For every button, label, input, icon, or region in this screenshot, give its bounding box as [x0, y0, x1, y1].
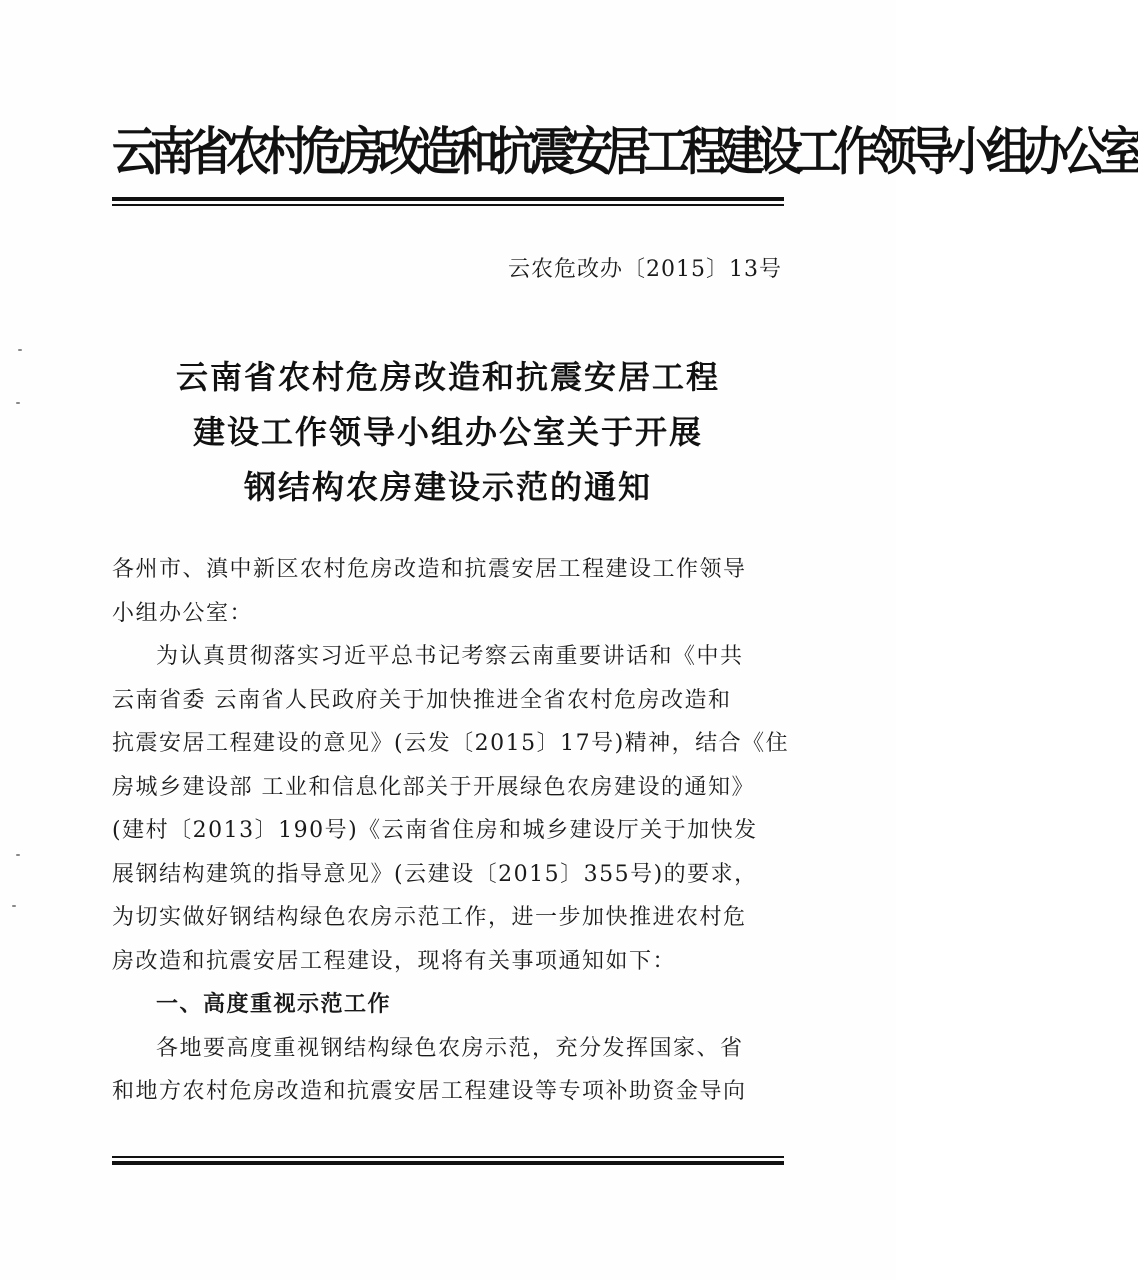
paragraph-line: 房改造和抗震安居工程建设，现将有关事项通知如下：: [112, 948, 677, 974]
scan-speck: [18, 349, 22, 351]
salutation-line: 小组办公室：: [112, 600, 254, 626]
salutation-line: 各州市、滇中新区农村危房改造和抗震安居工程建设工作领导: [112, 557, 747, 582]
paragraph-line: 云南省委 云南省人民政府关于加快推进全省农村危房改造和: [112, 687, 732, 713]
scan-speck: [16, 854, 20, 856]
paragraph-line: 为切实做好钢结构绿色农房示范工作，进一步加快推进农村危: [112, 905, 747, 930]
title-line: 云南省农村危房改造和抗震安居工程: [175, 358, 720, 396]
scan-speck: [12, 905, 16, 907]
paragraph-line: 房城乡建设部 工业和信息化部关于开展绿色农房建设的通知》: [112, 774, 755, 800]
paragraph-line: 和地方农村危房改造和抗震安居工程建设等专项补助资金导向: [112, 1079, 747, 1104]
paragraph-line: 展钢结构建筑的指导意见》(云建设〔2015〕355号)的要求，: [112, 861, 758, 887]
paragraph-line: 为认真贯彻落实习近平总书记考察云南重要讲话和《中共: [156, 644, 744, 669]
paragraph-line: (建村〔2013〕190号)《云南省住房和城乡建设厅关于加快发: [112, 818, 758, 843]
scan-speck: [16, 402, 20, 404]
issuer-header: 云南省农村危房改造和抗震安居工程建设工作领导小组办公室: [112, 120, 1138, 182]
document-body: [112, 548, 790, 1114]
footer-divider: [112, 1156, 784, 1165]
title-line: 钢结构农房建设示范的通知: [243, 468, 652, 506]
paragraph-line: 抗震安居工程建设的意见》(云发〔2015〕17号)精神，结合《住: [112, 731, 790, 756]
title-line: 建设工作领导小组办公室关于开展: [192, 413, 703, 451]
header-divider: [112, 197, 784, 206]
document-title: [112, 350, 784, 515]
paragraph-line: 各地要高度重视钢结构绿色农房示范，充分发挥国家、省: [156, 1035, 744, 1061]
section-heading: 一、高度重视示范工作: [156, 992, 392, 1017]
document-number: 云农危改办〔2015〕13号: [508, 257, 782, 282]
